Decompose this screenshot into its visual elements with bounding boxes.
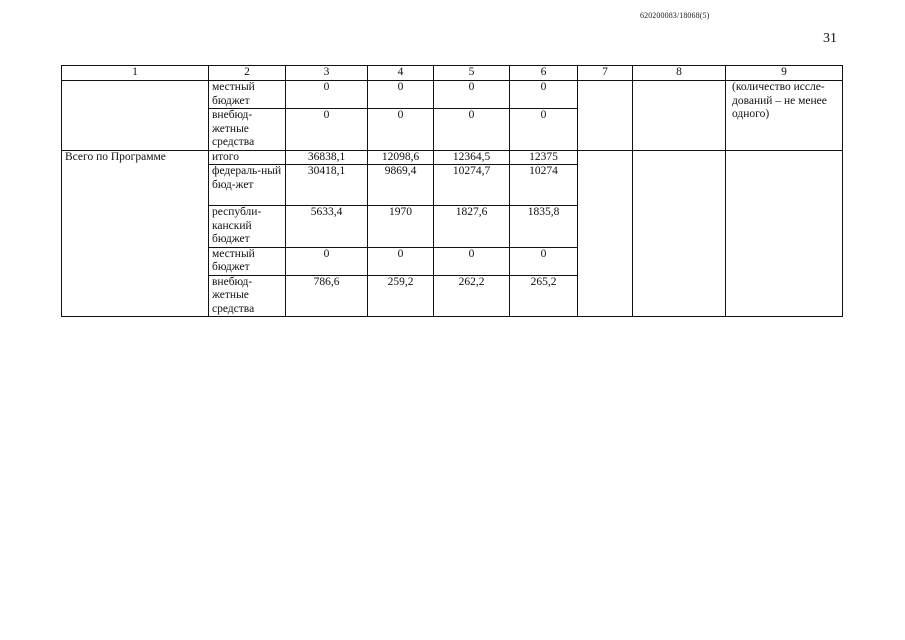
value-cell: 0 (434, 109, 510, 151)
funding-source-cell: республи-канский бюджет (209, 206, 286, 248)
funding-source-cell: федераль-ный бюд-жет (209, 165, 286, 206)
funding-source-cell: внебюд-жетные средства (209, 275, 286, 317)
value-cell: 0 (286, 109, 368, 151)
document-code: 620200083/18068(5) (640, 11, 710, 20)
page-number: 31 (823, 31, 837, 46)
value-cell: 0 (286, 81, 368, 109)
budget-table (61, 65, 843, 317)
value-cell: 0 (368, 81, 434, 109)
value-cell: 12364,5 (434, 150, 510, 165)
value-cell: 0 (434, 247, 510, 275)
column-number: 7 (578, 66, 633, 81)
column-number: 2 (209, 66, 286, 81)
value-cell: 0 (368, 109, 434, 151)
value-cell: 10274 (510, 165, 578, 206)
empty-cell (578, 150, 633, 317)
value-cell: 0 (434, 81, 510, 109)
column-number-row (62, 66, 843, 81)
value-cell: 259,2 (368, 275, 434, 317)
value-cell: 0 (510, 81, 578, 109)
value-cell: 36838,1 (286, 150, 368, 165)
column-number: 6 (510, 66, 578, 81)
column-number: 8 (633, 66, 726, 81)
value-cell: 262,2 (434, 275, 510, 317)
value-cell: 9869,4 (368, 165, 434, 206)
value-cell: 5633,4 (286, 206, 368, 248)
value-cell: 12375 (510, 150, 578, 165)
funding-source-cell: итого (209, 150, 286, 165)
value-cell: 10274,7 (434, 165, 510, 206)
note-cell (726, 81, 843, 151)
value-cell: 30418,1 (286, 165, 368, 206)
funding-source-cell: местный бюджет (209, 247, 286, 275)
empty-cell (578, 81, 633, 151)
funding-source-cell: местный бюджет (209, 81, 286, 109)
column-number: 3 (286, 66, 368, 81)
empty-cell (633, 81, 726, 151)
empty-cell (633, 150, 726, 317)
value-cell: 12098,6 (368, 150, 434, 165)
table-row (62, 81, 843, 109)
value-cell: 1827,6 (434, 206, 510, 248)
column-number: 4 (368, 66, 434, 81)
column-number: 9 (726, 66, 843, 81)
value-cell: 1970 (368, 206, 434, 248)
value-cell: 0 (510, 109, 578, 151)
value-cell: 0 (510, 247, 578, 275)
value-cell: 0 (286, 247, 368, 275)
value-cell: 1835,8 (510, 206, 578, 248)
column-number: 1 (62, 66, 209, 81)
value-cell: 786,6 (286, 275, 368, 317)
funding-source-cell: внебюд-жетные средства (209, 109, 286, 151)
note-text: (количество иссле-дований – не менее одного) (732, 81, 827, 120)
value-cell: 0 (368, 247, 434, 275)
value-cell: 265,2 (510, 275, 578, 317)
table-row (62, 150, 843, 165)
column-number: 5 (434, 66, 510, 81)
empty-cell (726, 150, 843, 317)
empty-cell (62, 81, 209, 151)
total-label-cell: Всего по Программе (62, 150, 209, 317)
